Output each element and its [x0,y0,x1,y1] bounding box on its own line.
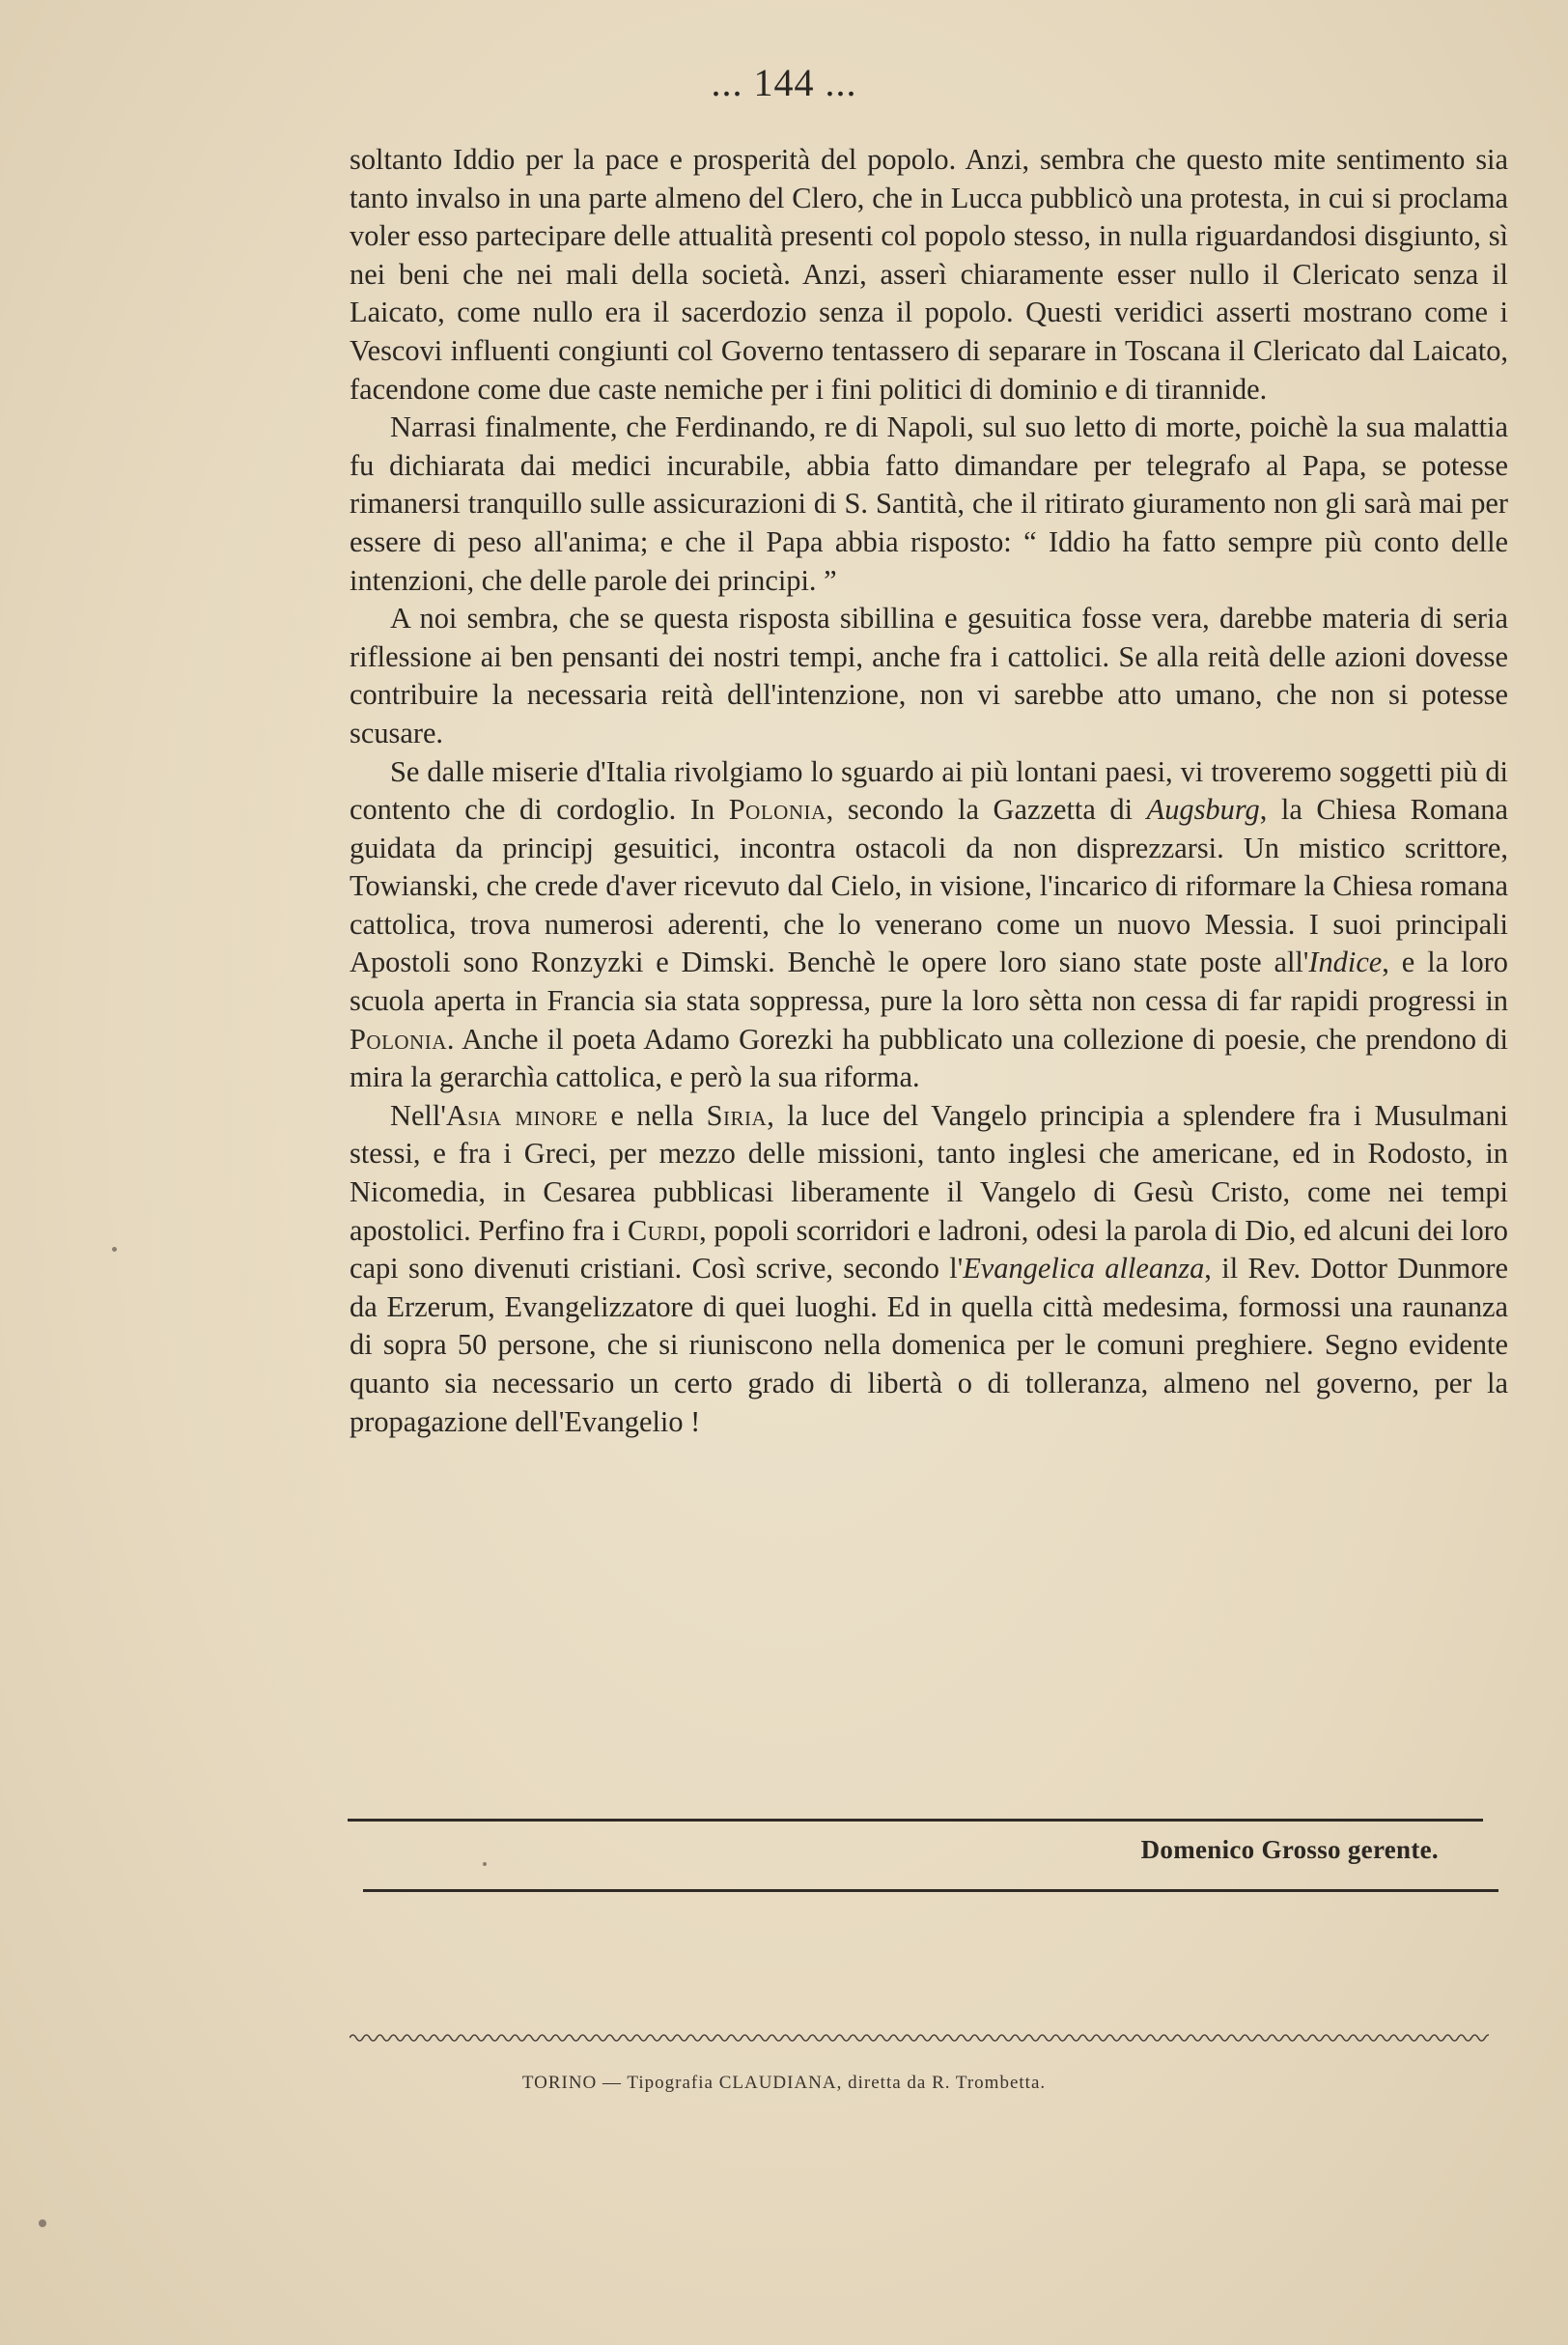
paragraph [350,1097,1508,1441]
page-number: ... 144 ... [711,61,857,104]
text-run: , e la loro scuola aperta in Francia sia stata soppressa, pure la loro sètta non cessa di far rapidi progressi in [350,946,1508,1018]
place-name-asia-minore: Asia minore [445,1098,599,1132]
text-run: Se dalle miserie d'Italia rivolgiamo lo sguardo ai più lontani paesi, vi troveremo soggetti più di contento che di cordoglio. In [350,754,1508,827]
text-run: e nella [598,1098,707,1132]
italic-indice: Indice [1308,946,1383,979]
paper-speck [112,1247,117,1252]
text-run: , secondo la Gazzetta di [826,793,1147,827]
paragraph [350,600,1508,752]
italic-evangelica-alleanza: Evangelica alleanza [963,1252,1205,1286]
place-name-polonia: Polonia [728,793,826,827]
text-run: A noi sembra, che se questa risposta sibillina e gesuitica fosse vera, darebbe materia di seria riflessione ai ben pensanti dei nostri tempi, anche fra i cattolici. Se alla reità delle azioni dovesse contribuire la necessaria reità dell'intenzione, non vi sarebbe atto umano, che non si potesse scusare. [350,602,1508,749]
divider-rule-bottom [363,1889,1498,1892]
text-run: Nell' [390,1098,446,1132]
body-text [350,141,1508,1441]
text-run: , il Rev. Dottor Dunmore da Erzerum, Evangelizzatore di quei luoghi. Ed in quella città medesima, formossi una raunanza di sopra 50 persone, che si riuniscono nella domenica per le comuni preghiere. Segno evidente quanto sia necessario un certo grado di libertà o di tolleranza, almeno nel governo, per la propagazione dell'Evangelio ! [350,1252,1508,1438]
divider-rule-top [348,1819,1483,1822]
paragraph [350,753,1508,1097]
paragraph [350,141,1508,409]
wavy-ornament-rule [350,2030,1489,2046]
people-name-curdi: Curdi [628,1213,700,1247]
paragraph [350,409,1508,600]
text-run: soltanto Iddio per la pace e prosperità del popolo. Anzi, sembra che questo mite sentimento sia tanto invalso in una parte almeno del Clero, che in Lucca pubblicò una protesta, in cui si proclama voler esso partecipare delle attualità presenti col popolo stesso, in nulla riguardandosi disgiunto, sì nei beni che nei mali della società. Anzi, asserì chiaramente esser nullo il Clericato senza il Laicato, come nullo era il sacerdozio senza il popolo. Questi veridici asserti mostrano come i Vescovi influenti congiunti col Governo tentassero di separare in Toscana il Clericato dal Laicato, facendone come due caste nemiche per i fini politici di dominio e di tirannide. [350,143,1508,406]
text-run: , popoli scorridori e ladroni, odesi la parola di Dio, ed alcuni dei loro capi sono divenuti cristiani. Così scrive, secondo l' [350,1213,1508,1286]
text-run: , la Chiesa Romana guidata da principj gesuitici, incontra ostacoli da non disprezzarsi. Un mistico scrittore, Towianski, che crede d'aver ricevuto dal Cielo, in visione, l'incarico di riformare la Chiesa romana cattolica, trova numerosi aderenti, che lo venerano come un nuovo Messia. I suoi principali Apostoli sono Ronzyzki e Dimski. Benchè le opere loro siano state poste all' [350,793,1508,979]
italic-augsburg: Augsburg [1146,793,1260,827]
paper-speck [39,2219,46,2227]
text-run: Narrasi finalmente, che Ferdinando, re di Napoli, sul suo letto di morte, poichè la sua malattia fu dichiarata dai medici incurabile, abbia fatto dimandare per telegrafo al Papa, se potesse rimanersi tranquillo sulle assicurazioni di S. Santità, che il ritirato giuramento non gli sarà mai per essere di peso all'anima; e che il Papa abbia risposto: “ Iddio ha fatto sempre più conto delle intenzioni, che delle parole dei principi. ” [350,410,1508,597]
signature-line: Domenico Grosso gerente. [1140,1835,1439,1864]
place-name-siria: Siria [706,1098,768,1132]
printer-imprint: TORINO — Tipografia CLAUDIANA, diretta da R. Trombetta. [521,2073,1047,2093]
text-run: . Anche il poeta Adamo Gorezki ha pubblicato una collezione di poesie, che prendono di mira la gerarchìa cattolica, e però la sua riforma. [350,1022,1508,1094]
text-run: , la luce del Vangelo principia a splendere fra i Musulmani stessi, e fra i Greci, per mezzo delle missioni, tanto inglesi che americane, ed in Rodosto, in Nicomedia, in Cesarea pubblicasi liberamente il Vangelo di Gesù Cristo, come nei tempi apostolici. Perfino fra i [350,1098,1509,1247]
paper-speck [483,1862,487,1866]
place-name-polonia: Polonia [350,1022,447,1056]
